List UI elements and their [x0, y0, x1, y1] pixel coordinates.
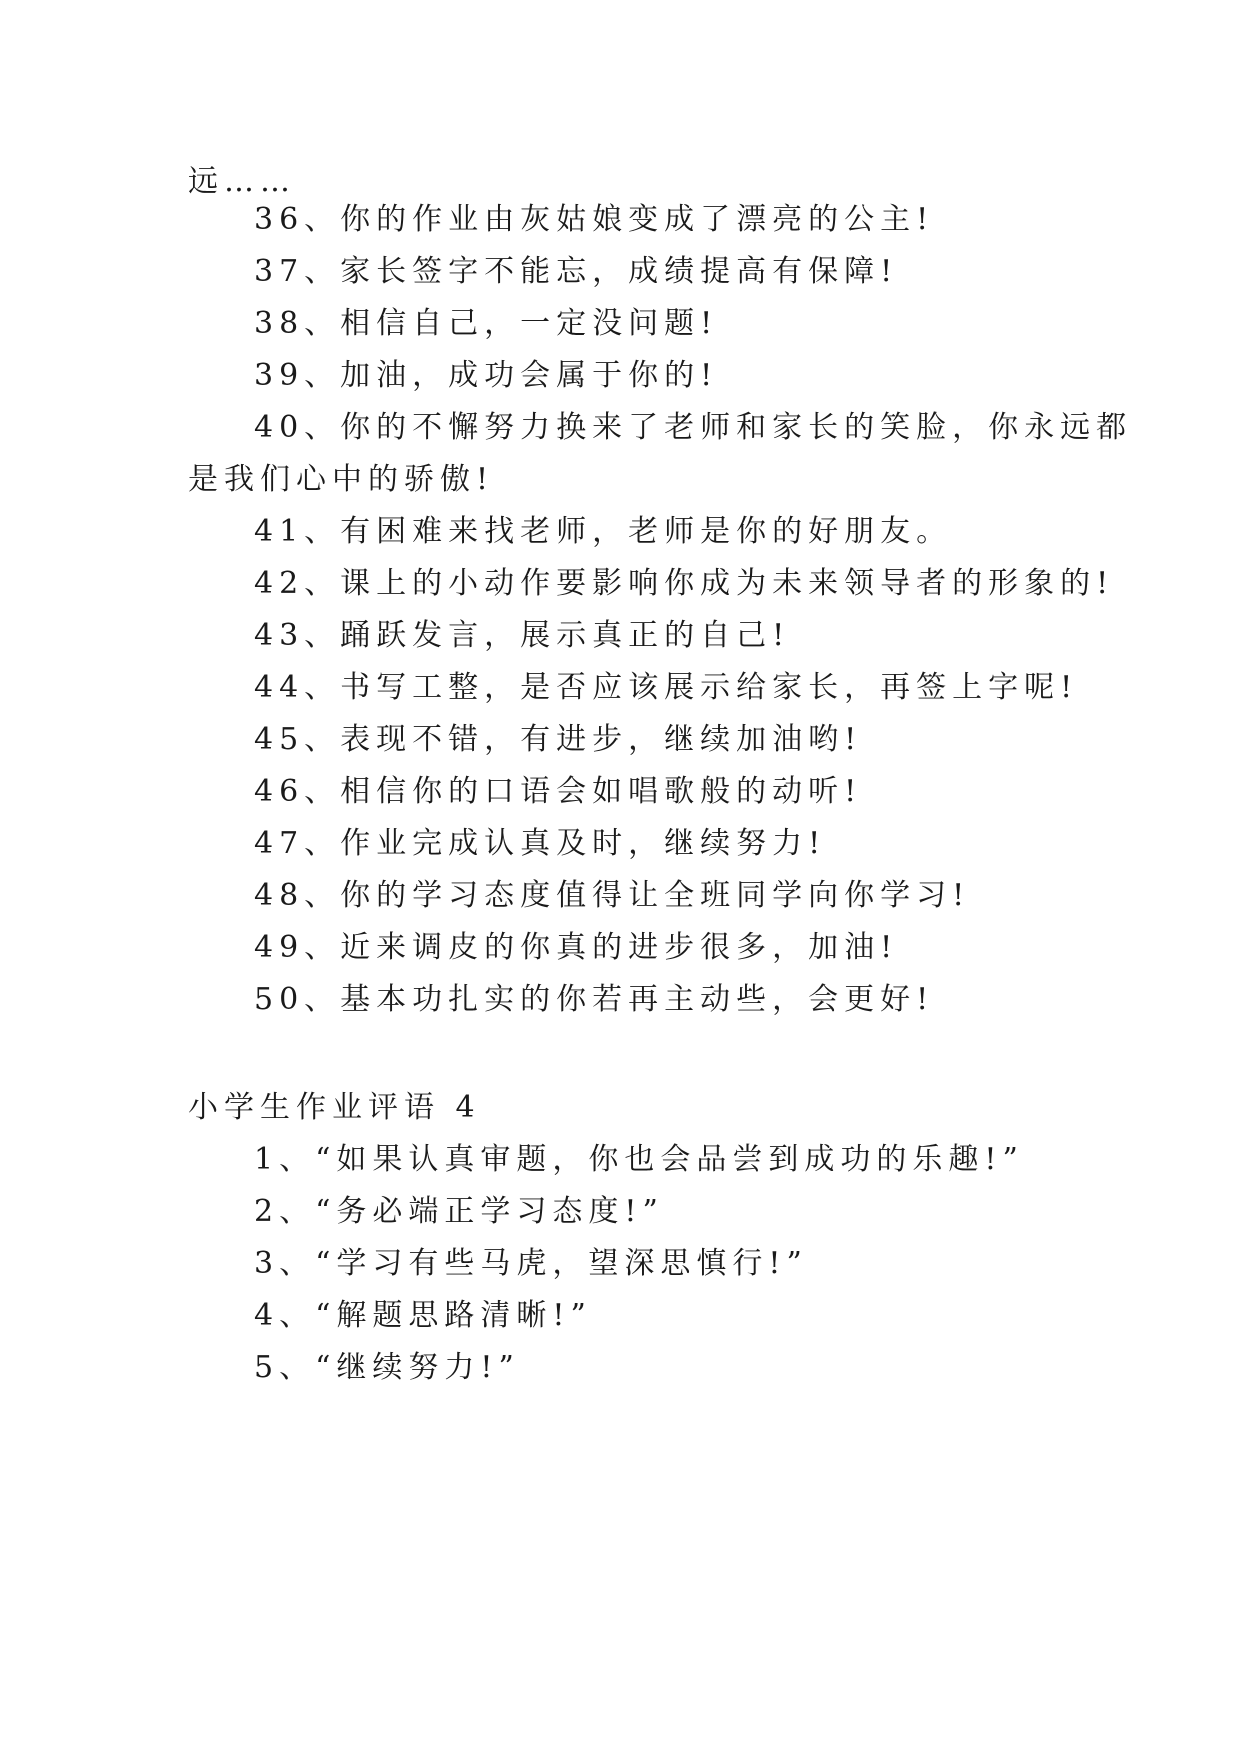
- list-item: 44、书写工整，是否应该展示给家长，再签上字呢!: [254, 670, 1079, 705]
- list-item: 42、课上的小动作要影响你成为未来领导者的形象的!: [254, 566, 1115, 601]
- list-item: 3、“学习有些马虎，望深思慎行!”: [254, 1246, 808, 1281]
- list-item: 49、近来调皮的你真的进步很多，加油!: [254, 930, 899, 965]
- list-item: 48、你的学习态度值得让全班同学向你学习!: [254, 878, 971, 913]
- list-item: 5、“继续努力!”: [254, 1350, 520, 1385]
- section-title: 小学生作业评语 4: [188, 1090, 481, 1125]
- list-item: 39、加油，成功会属于你的!: [254, 358, 719, 393]
- list-item: 50、基本功扎实的你若再主动些，会更好!: [254, 982, 935, 1017]
- list-item: 1、“如果认真审题，你也会品尝到成功的乐趣!”: [254, 1142, 1024, 1177]
- list-item: 37、家长签字不能忘，成绩提高有保障!: [254, 254, 899, 289]
- list-item: 45、表现不错，有进步，继续加油哟!: [254, 722, 863, 757]
- list-item: 36、你的作业由灰姑娘变成了漂亮的公主!: [254, 202, 935, 237]
- list-item: 47、作业完成认真及时，继续努力!: [254, 826, 827, 861]
- list-item: 40、你的不懈努力换来了老师和家长的笑脸，你永远都: [254, 410, 1133, 445]
- list-item: 41、有困难来找老师，老师是你的好朋友。: [254, 514, 953, 549]
- list-item-continuation: 是我们心中的骄傲!: [188, 462, 495, 497]
- continuation-text: 远……: [188, 164, 296, 199]
- list-item: 46、相信你的口语会如唱歌般的动听!: [254, 774, 863, 809]
- list-item: 43、踊跃发言，展示真正的自己!: [254, 618, 791, 653]
- list-item: 2、“务必端正学习态度!”: [254, 1194, 664, 1229]
- list-item: 4、“解题思路清晰!”: [254, 1298, 592, 1333]
- list-item: 38、相信自己，一定没问题!: [254, 306, 719, 341]
